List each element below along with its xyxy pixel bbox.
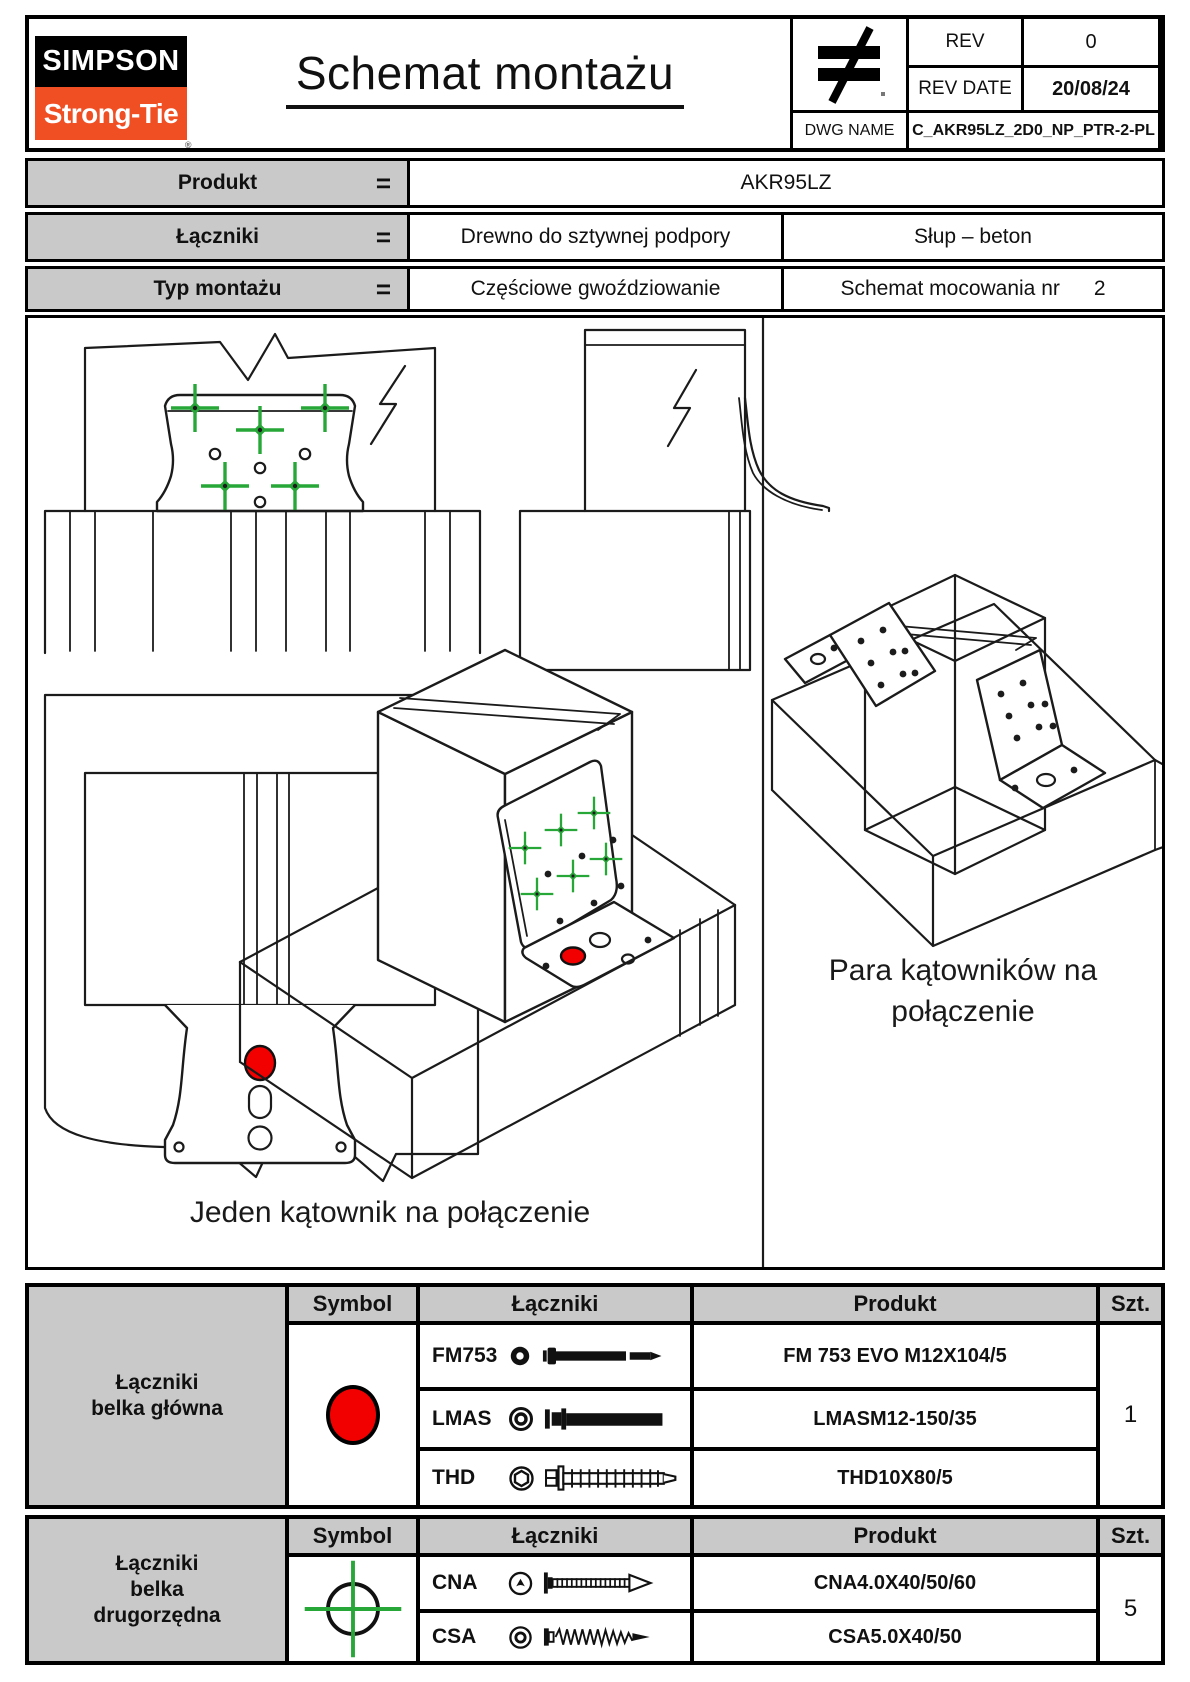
mounting-scheme-cell bbox=[784, 269, 1162, 309]
logo-strongtie-text: Strong-Tie bbox=[43, 97, 179, 129]
logo-strongtie-box bbox=[35, 87, 191, 150]
fastener-code: CSA bbox=[432, 1625, 477, 1648]
dwg-name-value: C_AKR95LZ_2D0_NP_PTR-2-PL bbox=[909, 113, 1158, 148]
caption-bracket-pair bbox=[788, 950, 1138, 1032]
rev-label: REV bbox=[909, 19, 1021, 65]
csa-end-icon bbox=[508, 1625, 533, 1650]
product-name: THD10X80/5 bbox=[694, 1451, 1096, 1505]
header-fasteners: Łączniki bbox=[420, 1287, 690, 1321]
iso-view-bracket-pair bbox=[772, 575, 1162, 946]
logo-simpson-box bbox=[35, 36, 187, 87]
group-line: Łączniki bbox=[115, 1371, 199, 1394]
qty-value: 5 bbox=[1100, 1557, 1161, 1661]
group-line: Łączniki bbox=[115, 1552, 199, 1575]
lmas-side-icon bbox=[544, 1405, 674, 1433]
not-equal-icon bbox=[808, 22, 892, 108]
group-line: belka bbox=[130, 1578, 184, 1601]
group-label-main-beam bbox=[29, 1287, 285, 1505]
fastener-code: FM753 bbox=[432, 1344, 498, 1367]
product-name: CNA4.0X40/50/60 bbox=[694, 1557, 1096, 1609]
product-name: CSA5.0X40/50 bbox=[694, 1613, 1096, 1661]
header-product: Produkt bbox=[694, 1519, 1096, 1553]
mounting-scheme-label: Schemat mocowania nr bbox=[840, 277, 1060, 300]
fastener-row bbox=[420, 1451, 690, 1505]
not-equal-symbol-cell bbox=[793, 19, 906, 110]
fastener-code: LMAS bbox=[432, 1407, 492, 1430]
cna-side-icon bbox=[543, 1569, 663, 1597]
header-product: Produkt bbox=[694, 1287, 1096, 1321]
page-title-text: Schemat montażu bbox=[286, 46, 684, 109]
group-line: drugorzędna bbox=[93, 1604, 221, 1627]
fastener-code: THD bbox=[432, 1466, 476, 1489]
rev-value: 0 bbox=[1024, 19, 1158, 65]
fastener-table-secondary-beam bbox=[25, 1515, 1165, 1665]
product-name: FM 753 EVO M12X104/5 bbox=[694, 1325, 1096, 1387]
mounting-scheme-number: 2 bbox=[1093, 277, 1106, 300]
mounting-type-label: Typ montażu bbox=[153, 277, 282, 300]
rev-date-label: REV DATE bbox=[909, 68, 1021, 110]
mounting-type-value: Częściowe gwoździowanie bbox=[410, 269, 784, 309]
registered-mark: ® bbox=[184, 140, 191, 150]
header-qty: Szt. bbox=[1100, 1519, 1161, 1553]
product-label-cell bbox=[28, 161, 410, 205]
equals-sign: = bbox=[375, 273, 391, 304]
fastener-row bbox=[420, 1325, 690, 1387]
header-symbol: Symbol bbox=[289, 1519, 416, 1553]
product-name: LMASM12-150/35 bbox=[694, 1391, 1096, 1447]
fastener-row bbox=[420, 1391, 690, 1447]
dwg-name-label: DWG NAME bbox=[793, 113, 906, 148]
fasteners-label: Łączniki bbox=[176, 225, 259, 248]
fasteners-value-2: Słup – beton bbox=[914, 225, 1032, 248]
symbol-cell-green-crosshair bbox=[289, 1557, 416, 1661]
cna-end-icon bbox=[508, 1571, 533, 1596]
fm753-end-icon bbox=[508, 1343, 532, 1369]
thd-side-icon bbox=[545, 1463, 685, 1493]
fastener-row bbox=[420, 1557, 690, 1609]
lmas-end-icon bbox=[508, 1406, 534, 1432]
page-title bbox=[200, 46, 770, 109]
fastener-code: CNA bbox=[432, 1571, 478, 1594]
product-row bbox=[25, 158, 1165, 208]
logo-simpson-text: SIMPSON bbox=[42, 45, 180, 77]
side-view bbox=[520, 330, 829, 670]
header-fasteners: Łączniki bbox=[420, 1519, 690, 1553]
equals-sign: = bbox=[375, 221, 391, 252]
mounting-type-row bbox=[25, 266, 1165, 312]
group-line: belka główna bbox=[91, 1397, 223, 1420]
fasteners-value-1: Drewno do sztywnej podpory bbox=[410, 215, 784, 259]
fasteners-label-cell bbox=[28, 215, 410, 259]
fm753-side-icon bbox=[542, 1342, 682, 1370]
fastener-row bbox=[420, 1613, 690, 1661]
symbol-cell-red-anchor bbox=[289, 1325, 416, 1505]
drawing-area bbox=[25, 315, 1165, 1270]
mounting-type-label-cell bbox=[28, 269, 410, 309]
csa-side-icon bbox=[543, 1623, 668, 1651]
qty-value: 1 bbox=[1100, 1325, 1161, 1505]
front-view bbox=[45, 334, 480, 653]
fastener-table-main-beam bbox=[25, 1283, 1165, 1509]
equals-sign: = bbox=[375, 167, 391, 198]
product-label: Produkt bbox=[177, 171, 258, 194]
header-qty: Szt. bbox=[1100, 1287, 1161, 1321]
technical-drawing bbox=[28, 318, 1162, 1267]
rev-date-value: 20/08/24 bbox=[1024, 68, 1158, 110]
header-symbol: Symbol bbox=[289, 1287, 416, 1321]
caption-single-bracket: Jeden kątownik na połączenie bbox=[189, 1196, 591, 1229]
title-block bbox=[790, 19, 1161, 152]
anchor-symbol-red bbox=[561, 948, 585, 965]
simpson-strongtie-logo bbox=[35, 36, 191, 150]
group-label-secondary-beam bbox=[29, 1519, 285, 1661]
caption-bracket-pair-line1: Para kątowników na bbox=[828, 954, 1098, 987]
red-anchor-dot-icon bbox=[326, 1385, 380, 1445]
thd-end-icon bbox=[508, 1465, 535, 1492]
green-crosshair-icon bbox=[298, 1559, 408, 1659]
caption-bracket-pair-line2: połączenie bbox=[891, 995, 1035, 1028]
product-value: AKR95LZ bbox=[740, 171, 832, 194]
fasteners-row bbox=[25, 212, 1165, 262]
